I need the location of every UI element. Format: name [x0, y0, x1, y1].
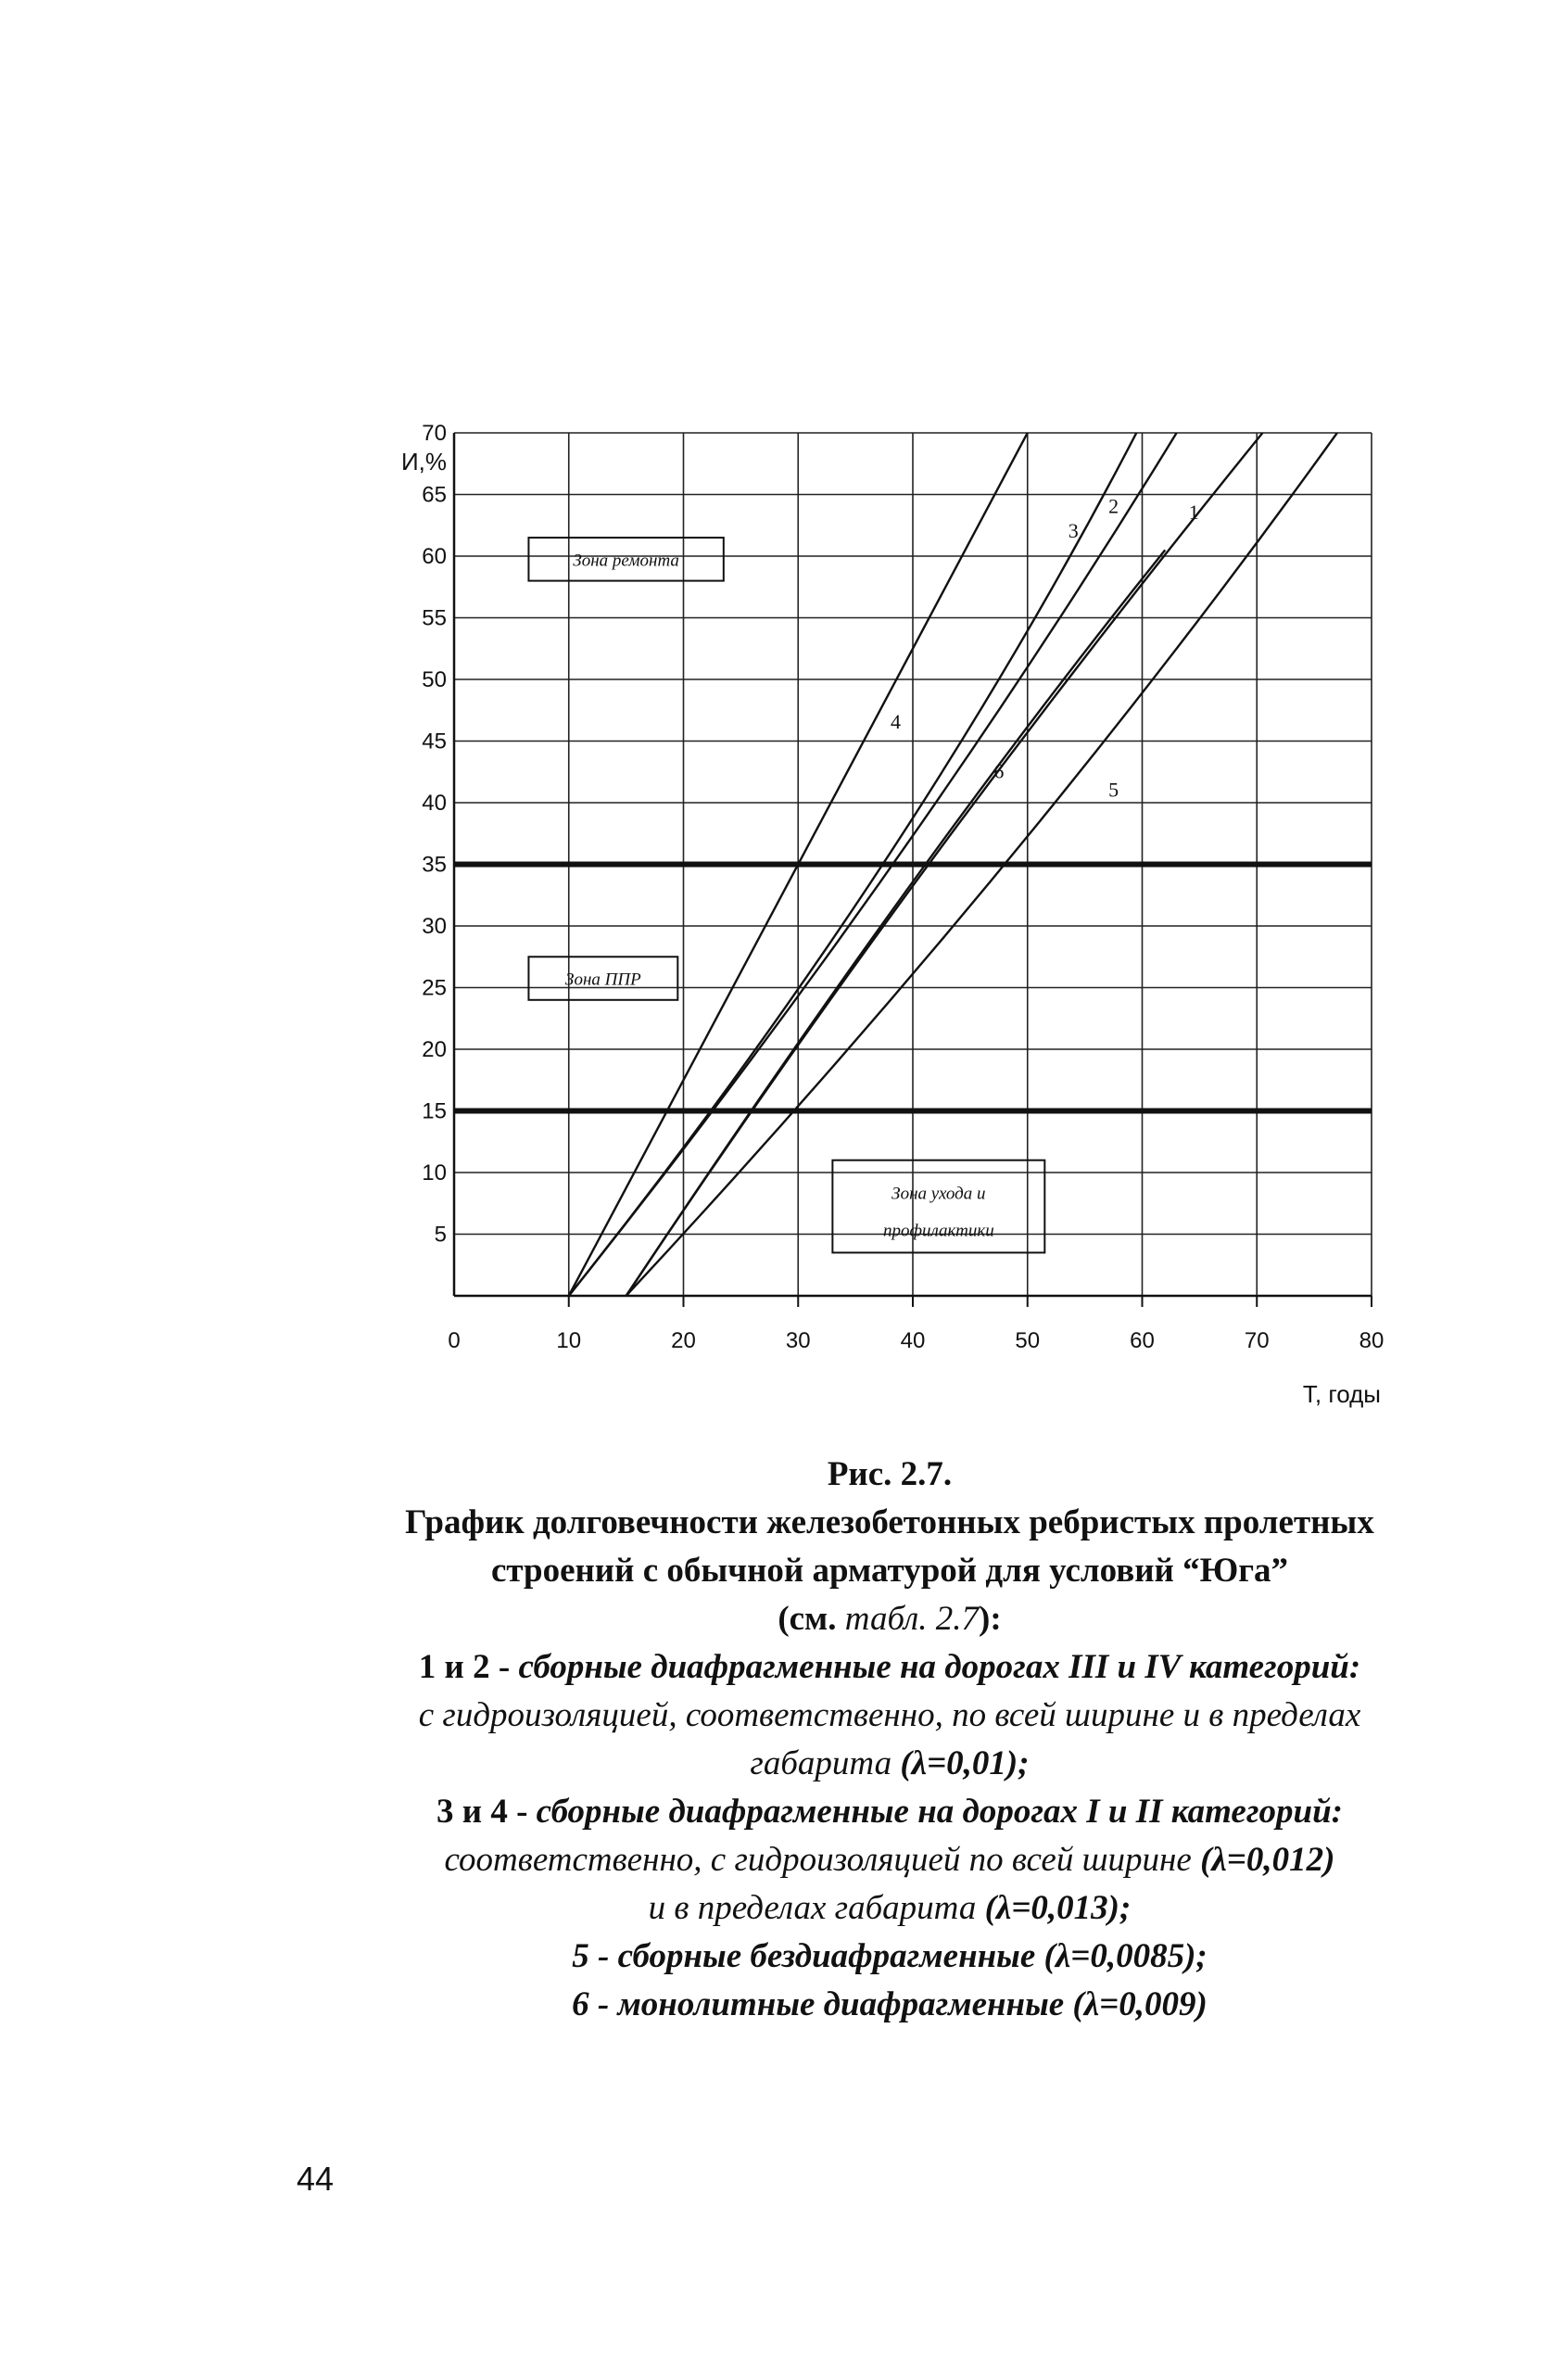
item-2-prefix: 3 и 4 - — [436, 1793, 537, 1831]
caption-reference — [241, 1595, 1538, 1643]
curve-label-6: 6 — [993, 759, 1005, 783]
ref-open: (см. — [778, 1600, 845, 1638]
y-tick-labels — [422, 421, 447, 1248]
y-tick-label-20: 20 — [422, 1037, 447, 1062]
x-tick-labels — [448, 1328, 1384, 1353]
ref-close: ): — [979, 1600, 1002, 1638]
y-tick-label-50: 50 — [422, 667, 447, 692]
item-1-prefix: 1 и 2 - — [418, 1648, 519, 1686]
y-tick-label-15: 15 — [422, 1098, 447, 1124]
curve-label-2: 2 — [1108, 494, 1119, 518]
curve-labels — [891, 494, 1199, 801]
zone-label-3-line-2: профилактики — [882, 1221, 994, 1241]
x-tick-label-70: 70 — [1244, 1328, 1270, 1353]
y-tick-label-35: 35 — [422, 852, 447, 878]
x-tick-label-50: 50 — [1015, 1328, 1041, 1353]
y-tick-label-60: 60 — [422, 544, 447, 569]
caption-title-line-2: строений с обычной арматурой для условий “Юга” — [490, 1552, 1289, 1590]
page-number: 44 — [297, 2160, 335, 2198]
y-axis-label: И,% — [400, 448, 447, 475]
y-tick-label-10: 10 — [422, 1160, 447, 1186]
figure-number: Рис. 2.7. — [827, 1455, 953, 1493]
item-2-line-2-text: соответственно, с гидроизоляцией по всей ширине — [444, 1841, 1201, 1879]
zone-label-3-line-1: Зона ухода и — [891, 1184, 986, 1204]
y-tick-label-55: 55 — [422, 605, 447, 631]
curve-label-4: 4 — [890, 710, 901, 734]
item-1-line-3-text: габарита — [750, 1744, 901, 1782]
y-tick-label-40: 40 — [422, 791, 447, 816]
zone-boxes — [528, 538, 1044, 1252]
zone-label-2: Зона ППР — [565, 970, 641, 990]
ref-number: 2.7 — [927, 1600, 980, 1638]
caption-item-2-line-2 — [241, 1836, 1538, 1884]
x-tick-label-10: 10 — [556, 1328, 582, 1353]
item-1-title: сборные диафрагменные на дорогах III и IV категорий: — [518, 1648, 1361, 1686]
caption-item-2-line-3 — [241, 1884, 1538, 1933]
curve-label-1: 1 — [1188, 501, 1199, 525]
y-tick-label-25: 25 — [422, 975, 447, 1001]
y-tick-label-70: 70 — [422, 421, 447, 446]
curve-label-3: 3 — [1068, 519, 1079, 543]
x-tick-label-60: 60 — [1130, 1328, 1155, 1353]
x-tick-label-0: 0 — [448, 1328, 461, 1353]
item-2-lambda-1: (λ=0,012) — [1200, 1841, 1335, 1879]
y-tick-label-45: 45 — [422, 729, 447, 754]
figure-caption — [241, 1451, 1538, 2029]
x-axis-label: Т, годы — [1302, 1380, 1381, 1408]
x-tick-label-20: 20 — [671, 1328, 696, 1353]
zone-label-1: Зона ремонта — [573, 551, 679, 571]
caption-item-1 — [241, 1643, 1538, 1692]
x-tick-label-80: 80 — [1359, 1328, 1385, 1353]
item-2-lambda-2: (λ=0,013); — [984, 1889, 1132, 1927]
x-tick-label-40: 40 — [900, 1328, 926, 1353]
curve-label-5: 5 — [1108, 778, 1119, 802]
caption-item-4: 6 - монолитные диафрагменные (λ=0,009) — [572, 1985, 1208, 2023]
caption-item-3: 5 - сборные бездиафрагменные (λ=0,0085); — [572, 1937, 1208, 1975]
caption-item-1-line-2: с гидроизоляцией, соответственно, по всей ширине и в пределах — [418, 1696, 1361, 1734]
item-1-lambda: (λ=0,01); — [900, 1744, 1030, 1782]
caption-item-1-line-3 — [241, 1740, 1538, 1788]
caption-item-2 — [241, 1788, 1538, 1836]
ref-italic: табл. — [844, 1600, 928, 1638]
caption-title-line-1: График долговечности железобетонных ребристых пролетных — [405, 1503, 1374, 1541]
x-tick-label-30: 30 — [785, 1328, 811, 1353]
y-tick-label-5: 5 — [434, 1222, 447, 1248]
y-tick-label-65: 65 — [422, 482, 447, 508]
item-2-line-3-text: и в пределах габарита — [648, 1889, 985, 1927]
y-tick-label-30: 30 — [422, 914, 447, 939]
item-2-title: сборные диафрагменные на дорогах I и II категорий: — [536, 1793, 1343, 1831]
